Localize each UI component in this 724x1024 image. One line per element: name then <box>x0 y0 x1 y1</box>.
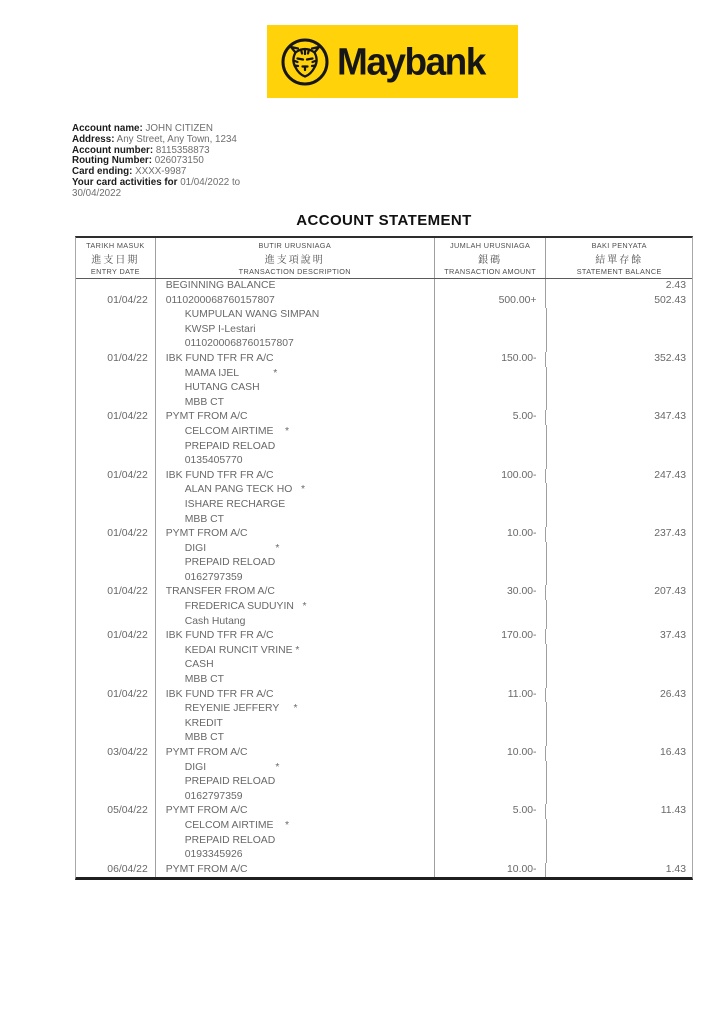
account-info-value: 8115358873 <box>155 144 210 156</box>
account-info-label: Card ending: <box>72 166 133 178</box>
statement-row-line <box>76 279 692 294</box>
statement-row-line <box>76 834 692 849</box>
entry-date-cell <box>76 381 155 396</box>
statement-row-line <box>76 731 692 746</box>
statement-row-line <box>76 863 692 878</box>
description-cell: KUMPULAN WANG SIMPAN <box>155 308 435 323</box>
balance-cell: 207.43 <box>654 586 686 598</box>
balance-cell <box>547 556 693 571</box>
statement-row-line <box>76 337 692 352</box>
balance-cell <box>547 425 693 440</box>
account-info-block <box>72 124 372 200</box>
balance-cell: 26.43 <box>659 688 686 700</box>
column-2-malay-label: JUMLAH URUSNIAGA <box>450 241 531 250</box>
balance-cell <box>547 600 693 615</box>
amount-cell: 100.00- <box>435 469 547 484</box>
amount-cell <box>435 848 547 863</box>
statement-row-line <box>76 644 692 659</box>
balance-cell <box>547 440 693 455</box>
statement-row-line <box>76 396 692 411</box>
amount-cell <box>435 600 547 615</box>
amount-cell: 10.00- <box>435 746 547 761</box>
amount-cell <box>435 790 547 805</box>
statement-row-line <box>76 688 692 703</box>
balance-cell <box>547 673 693 688</box>
description-cell: 0110200068760157807 <box>155 294 435 309</box>
description-cell: ISHARE RECHARGE <box>155 498 435 513</box>
statement-row-line <box>76 440 692 455</box>
balance-cell <box>547 542 693 557</box>
entry-date-cell <box>76 731 155 746</box>
description-cell: PYMT FROM A/C <box>155 527 435 542</box>
entry-date-cell: 01/04/22 <box>107 352 148 364</box>
statement-row-line <box>76 658 692 673</box>
amount-cell: 5.00- <box>435 410 547 425</box>
description-cell: IBK FUND TFR FR A/C <box>155 688 435 703</box>
description-cell: PREPAID RELOAD <box>155 440 435 455</box>
description-cell: BEGINNING BALANCE <box>155 279 435 294</box>
entry-date-cell <box>76 790 155 805</box>
description-cell: MBB CT <box>155 731 435 746</box>
description-cell: IBK FUND TFR FR A/C <box>155 469 435 484</box>
entry-date-cell <box>76 425 155 440</box>
amount-cell <box>435 308 547 323</box>
entry-date-cell <box>76 367 155 382</box>
statement-row-line <box>76 527 692 542</box>
description-cell: MBB CT <box>155 673 435 688</box>
amount-cell: 500.00+ <box>435 294 547 309</box>
description-cell: MBB CT <box>155 513 435 528</box>
column-0-english-label: ENTRY DATE <box>90 267 140 276</box>
entry-date-cell: 01/04/22 <box>107 630 148 642</box>
balance-cell: 11.43 <box>660 805 686 817</box>
balance-cell <box>547 658 693 673</box>
statement-row-line <box>76 469 692 484</box>
balance-cell <box>547 498 693 513</box>
statement-row-line <box>76 702 692 717</box>
balance-cell <box>547 790 693 805</box>
amount-cell <box>435 367 547 382</box>
statement-row-line <box>76 381 692 396</box>
balance-cell <box>547 717 693 732</box>
amount-cell <box>435 396 547 411</box>
balance-cell <box>547 615 693 630</box>
balance-cell: 347.43 <box>654 411 686 423</box>
amount-cell <box>435 454 547 469</box>
amount-cell <box>435 775 547 790</box>
statement-row-line <box>76 717 692 732</box>
description-cell: DIGI * <box>155 542 435 557</box>
statement-row-line <box>76 673 692 688</box>
description-cell: PYMT FROM A/C <box>155 410 435 425</box>
amount-cell <box>435 425 547 440</box>
column-header-2 <box>435 238 547 278</box>
column-3-chinese-label: 結單存餘 <box>595 255 644 266</box>
entry-date-cell <box>76 615 155 630</box>
entry-date-cell <box>76 600 155 615</box>
description-cell: PREPAID RELOAD <box>155 556 435 571</box>
statement-row-line <box>76 513 692 528</box>
description-cell: PYMT FROM A/C <box>155 863 435 878</box>
column-1-english-label: TRANSACTION DESCRIPTION <box>238 267 351 276</box>
statement-row-line <box>76 585 692 600</box>
entry-date-cell <box>76 848 155 863</box>
amount-cell <box>435 834 547 849</box>
balance-cell <box>547 819 693 834</box>
column-0-malay-label: TARIKH MASUK <box>86 241 145 250</box>
description-cell: IBK FUND TFR FR A/C <box>155 352 435 367</box>
table-body <box>76 279 692 877</box>
column-3-english-label: STATEMENT BALANCE <box>576 267 662 276</box>
amount-cell <box>435 513 547 528</box>
entry-date-cell <box>76 717 155 732</box>
amount-cell <box>435 440 547 455</box>
description-cell: IBK FUND TFR FR A/C <box>155 629 435 644</box>
description-cell: CASH <box>155 658 435 673</box>
entry-date-cell <box>76 571 155 586</box>
description-cell: REYENIE JEFFERY * <box>155 702 435 717</box>
description-cell: 0193345926 <box>155 848 435 863</box>
balance-cell: 2.43 <box>665 280 686 291</box>
account-info-value: 026073150 <box>154 155 204 167</box>
statement-table <box>75 236 693 880</box>
description-cell: PREPAID RELOAD <box>155 834 435 849</box>
description-cell: PREPAID RELOAD <box>155 775 435 790</box>
description-cell: TRANSFER FROM A/C <box>155 585 435 600</box>
amount-cell <box>435 644 547 659</box>
entry-date-cell: 01/04/22 <box>107 528 148 540</box>
account-info-value: 01/04/2022 to <box>180 176 241 188</box>
statement-row-line <box>76 425 692 440</box>
balance-cell <box>547 381 693 396</box>
entry-date-cell <box>76 702 155 717</box>
amount-cell <box>435 556 547 571</box>
entry-date-cell <box>76 542 155 557</box>
column-2-english-label: TRANSACTION AMOUNT <box>444 267 537 276</box>
statement-row-line <box>76 775 692 790</box>
balance-cell <box>547 454 693 469</box>
amount-cell: 11.00- <box>435 688 547 703</box>
statement-row-line <box>76 483 692 498</box>
amount-cell <box>435 731 547 746</box>
amount-cell <box>435 615 547 630</box>
description-cell: ALAN PANG TECK HO * <box>155 483 435 498</box>
entry-date-cell <box>76 819 155 834</box>
balance-cell <box>547 323 693 338</box>
description-cell: KWSP I-Lestari <box>155 323 435 338</box>
description-cell: 0162797359 <box>155 790 435 805</box>
statement-row-line <box>76 571 692 586</box>
balance-cell: 237.43 <box>654 528 686 540</box>
account-info-value: Any Street, Any Town, 1234 <box>116 133 237 145</box>
balance-cell <box>547 571 693 586</box>
balance-cell <box>547 702 693 717</box>
amount-cell: 150.00- <box>435 352 547 367</box>
description-cell: CELCOM AIRTIME * <box>155 819 435 834</box>
column-0-chinese-label: 進支日期 <box>91 255 140 266</box>
statement-row-line <box>76 410 692 425</box>
balance-cell <box>547 367 693 382</box>
entry-date-cell <box>76 279 155 294</box>
amount-cell <box>435 323 547 338</box>
amount-cell <box>435 279 547 294</box>
description-cell: KREDIT <box>155 717 435 732</box>
column-header-0 <box>76 238 155 278</box>
amount-cell <box>435 702 547 717</box>
entry-date-cell <box>76 834 155 849</box>
amount-cell <box>435 717 547 732</box>
statement-row-line <box>76 294 692 309</box>
entry-date-cell <box>76 658 155 673</box>
description-cell: CELCOM AIRTIME * <box>155 425 435 440</box>
amount-cell <box>435 483 547 498</box>
statement-row-line <box>76 746 692 761</box>
entry-date-cell <box>76 308 155 323</box>
amount-cell: 30.00- <box>435 585 547 600</box>
entry-date-cell <box>76 513 155 528</box>
description-cell: DIGI * <box>155 761 435 776</box>
amount-cell <box>435 498 547 513</box>
statement-row-line <box>76 761 692 776</box>
balance-cell <box>547 775 693 790</box>
column-header-3 <box>546 238 692 278</box>
balance-cell: 247.43 <box>654 469 686 481</box>
column-2-chinese-label: 銀碼 <box>478 255 503 266</box>
balance-cell: 502.43 <box>654 294 686 306</box>
entry-date-cell <box>76 483 155 498</box>
description-cell: MAMA IJEL * <box>155 367 435 382</box>
entry-date-cell <box>76 440 155 455</box>
statement-row-line <box>76 600 692 615</box>
amount-cell <box>435 819 547 834</box>
brand-wordmark: Maybank <box>337 40 485 83</box>
statement-row-line <box>76 556 692 571</box>
entry-date-cell: 03/04/22 <box>107 747 148 758</box>
balance-cell <box>547 513 693 528</box>
description-cell: HUTANG CASH <box>155 381 435 396</box>
entry-date-cell: 01/04/22 <box>107 294 148 306</box>
entry-date-cell: 01/04/22 <box>107 469 148 481</box>
description-cell: 0162797359 <box>155 571 435 586</box>
entry-date-cell <box>76 323 155 338</box>
statement-title: ACCOUNT STATEMENT <box>296 212 472 229</box>
entry-date-cell <box>76 673 155 688</box>
statement-row-line <box>76 352 692 367</box>
balance-cell <box>547 337 693 352</box>
column-3-malay-label: BAKI PENYATA <box>591 241 647 250</box>
tiger-emblem-icon <box>280 37 330 87</box>
account-info-value: XXXX-9987 <box>135 166 187 178</box>
statement-row-line <box>76 848 692 863</box>
balance-cell <box>547 483 693 498</box>
description-cell: PYMT FROM A/C <box>155 746 435 761</box>
balance-cell <box>547 308 693 323</box>
statement-row-line <box>76 542 692 557</box>
entry-date-cell: 05/04/22 <box>107 805 148 817</box>
account-info-label: Your card activities for <box>72 176 178 188</box>
description-cell: 0135405770 <box>155 454 435 469</box>
amount-cell <box>435 658 547 673</box>
balance-cell <box>547 731 693 746</box>
table-header <box>76 238 692 279</box>
balance-cell: 352.43 <box>654 352 686 364</box>
balance-cell <box>547 834 693 849</box>
statement-row-line <box>76 629 692 644</box>
description-cell: MBB CT <box>155 396 435 411</box>
description-cell: Cash Hutang <box>155 615 435 630</box>
statement-row-line <box>76 454 692 469</box>
account-info-label: Account number: <box>72 144 154 156</box>
entry-date-cell: 01/04/22 <box>107 688 148 700</box>
statement-row-line <box>76 323 692 338</box>
balance-cell: 16.43 <box>659 747 686 758</box>
entry-date-cell: 01/04/22 <box>107 586 148 598</box>
amount-cell: 5.00- <box>435 804 547 819</box>
account-info-label: Routing Number: <box>72 155 152 167</box>
amount-cell <box>435 381 547 396</box>
amount-cell <box>435 761 547 776</box>
account-info-value: JOHN CITIZEN <box>145 123 213 134</box>
balance-cell <box>547 761 693 776</box>
amount-cell <box>435 337 547 352</box>
entry-date-cell <box>76 396 155 411</box>
column-1-chinese-label: 進支項說明 <box>264 255 325 266</box>
statement-row-line <box>76 498 692 513</box>
statement-row-line <box>76 790 692 805</box>
account-info-line <box>72 189 372 200</box>
entry-date-cell <box>76 498 155 513</box>
amount-cell <box>435 673 547 688</box>
entry-date-cell <box>76 556 155 571</box>
amount-cell <box>435 542 547 557</box>
description-cell: 0110200068760157807 <box>155 337 435 352</box>
account-info-label: Address: <box>72 133 115 145</box>
description-cell: PYMT FROM A/C <box>155 804 435 819</box>
entry-date-cell <box>76 644 155 659</box>
column-header-1 <box>155 238 435 278</box>
column-1-malay-label: BUTIR URUSNIAGA <box>258 241 332 250</box>
description-cell: KEDAI RUNCIT VRINE * <box>155 644 435 659</box>
amount-cell: 170.00- <box>435 629 547 644</box>
entry-date-cell: 06/04/22 <box>107 863 148 875</box>
account-info-value: 30/04/2022 <box>72 187 122 199</box>
statement-row-line <box>76 804 692 819</box>
account-info-label: Account name: <box>72 123 143 134</box>
description-cell: FREDERICA SUDUYIN * <box>155 600 435 615</box>
entry-date-cell: 01/04/22 <box>107 411 148 423</box>
statement-row-line <box>76 819 692 834</box>
statement-row-line <box>76 308 692 323</box>
amount-cell: 10.00- <box>435 863 547 878</box>
statement-row-line <box>76 615 692 630</box>
amount-cell: 10.00- <box>435 527 547 542</box>
maybank-logo <box>267 25 518 98</box>
entry-date-cell <box>76 761 155 776</box>
statement-row-line <box>76 367 692 382</box>
entry-date-cell <box>76 337 155 352</box>
entry-date-cell <box>76 454 155 469</box>
balance-cell: 37.43 <box>659 630 686 642</box>
balance-cell <box>547 848 693 863</box>
balance-cell: 1.43 <box>665 863 686 875</box>
balance-cell <box>547 396 693 411</box>
entry-date-cell <box>76 775 155 790</box>
balance-cell <box>547 644 693 659</box>
amount-cell <box>435 571 547 586</box>
